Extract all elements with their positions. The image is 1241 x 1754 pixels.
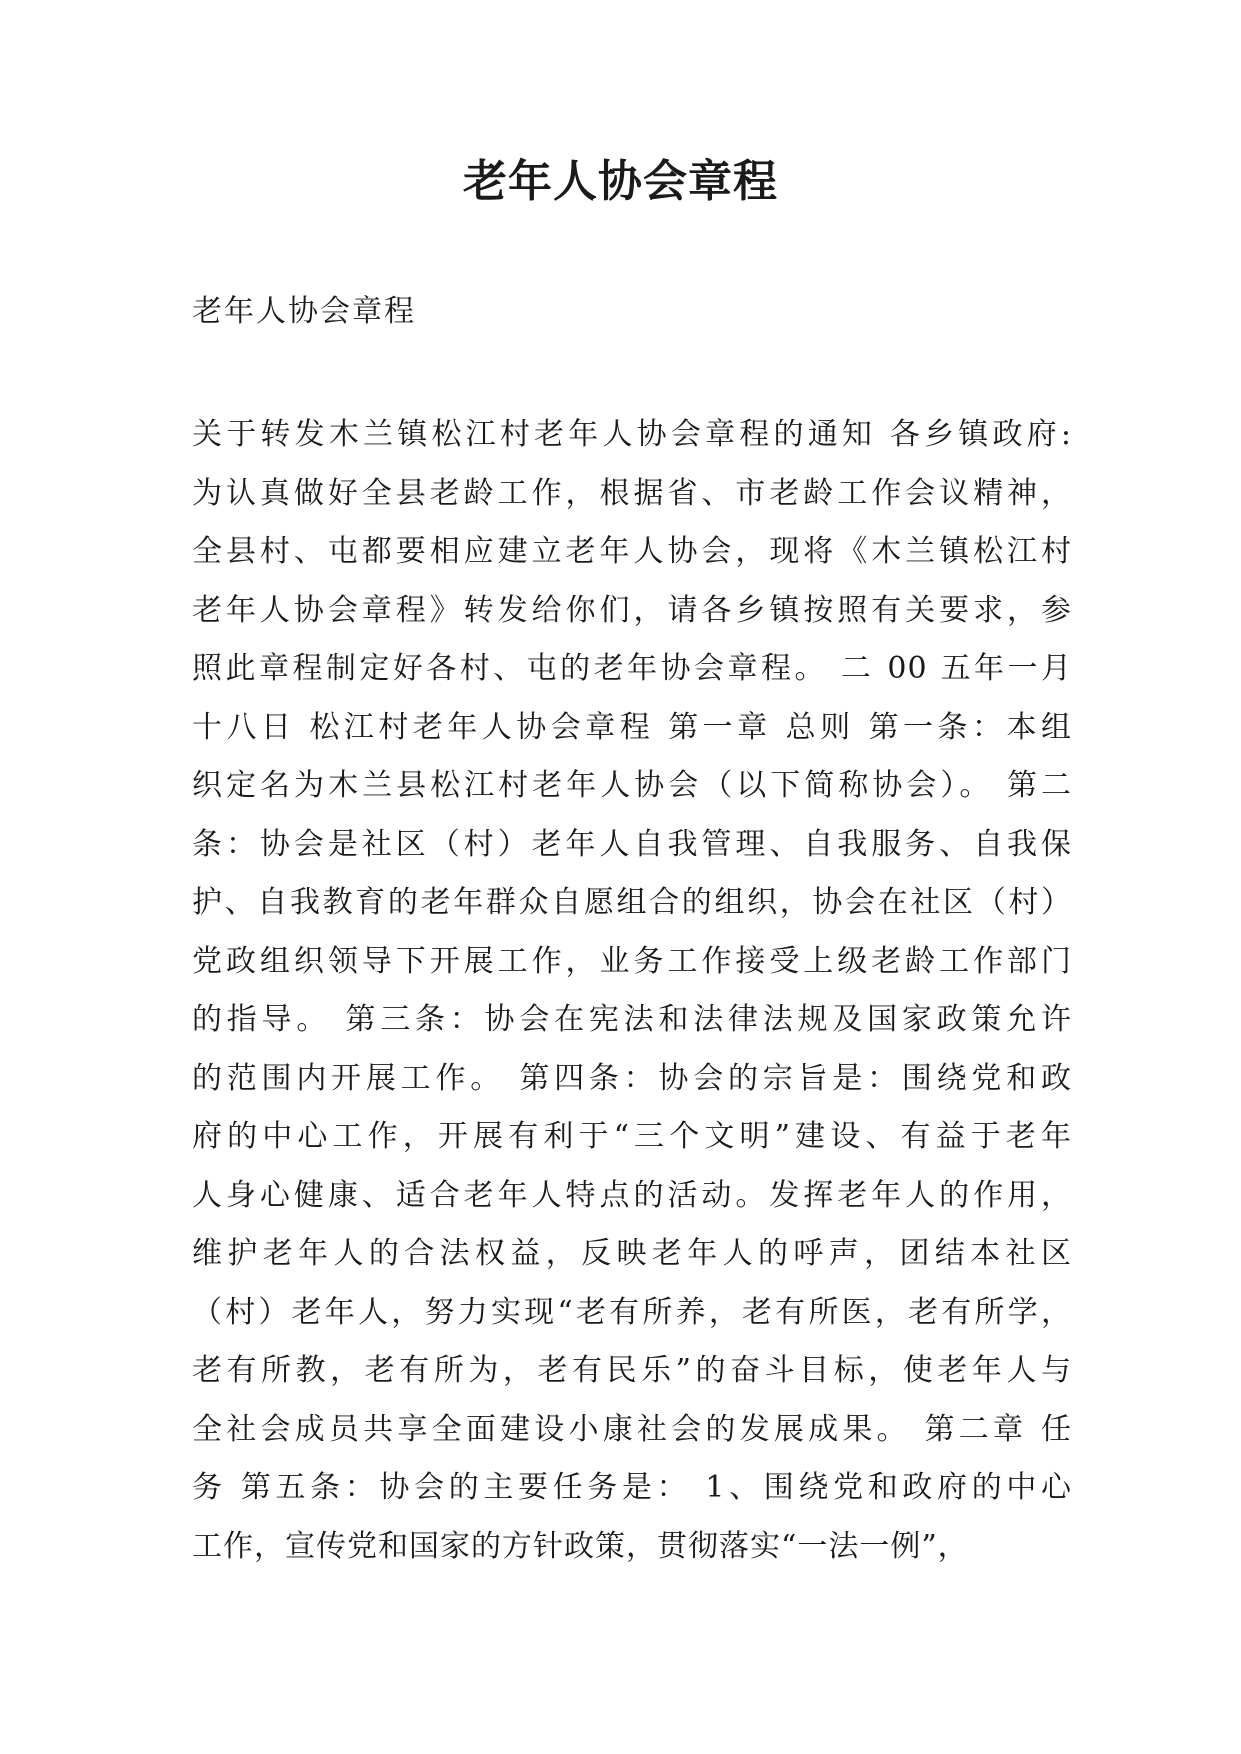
body-line: 务 第五条：协会的主要任务是： 1、围绕党和政府的中心 <box>192 1470 1072 1505</box>
body-line: 府的中心工作，开展有利于“三个文明”建设、有益于老年 <box>192 1119 1072 1154</box>
body-line: 老年人协会章程》转发给你们，请各乡镇按照有关要求，参 <box>192 592 1072 628</box>
body-line: 的范围内开展工作。 第四条：协会的宗旨是：围绕党和政 <box>192 1060 1072 1096</box>
body-line: 全县村、屯都要相应建立老年人协会，现将《木兰镇松江村 <box>192 534 1072 569</box>
document-subtitle: 老年人协会章程 <box>192 294 416 329</box>
body-line: 关于转发木兰镇松江村老年人协会章程的通知 各乡镇政府: <box>192 417 1072 452</box>
body-line: 老有所教，老有所为，老有民乐”的奋斗目标，使老年人与 <box>192 1353 1072 1388</box>
document-title: 老年人协会章程 <box>463 156 778 207</box>
body-line: 护、自我教育的老年群众自愿组合的组织，协会在社区（村） <box>192 885 1072 920</box>
body-line: 全社会成员共享全面建设小康社会的发展成果。 第二章 任 <box>192 1411 1072 1447</box>
body-line: 维护老年人的合法权益，反映老年人的呼声，团结本社区 <box>192 1236 1072 1271</box>
body-line: 工作，宣传党和国家的方针政策，贯彻落实“一法一例”， <box>192 1528 969 1564</box>
document-body <box>192 406 1072 1576</box>
body-line: （村）老年人，努力实现“老有所养，老有所医，老有所学， <box>192 1294 1072 1330</box>
body-line: 的指导。 第三条：协会在宪法和法律法规及国家政策允许 <box>192 1002 1072 1037</box>
body-line: 党政组织领导下开展工作，业务工作接受上级老龄工作部门 <box>192 943 1072 979</box>
body-line: 十八日 松江村老年人协会章程 第一章 总则 第一条：本组 <box>192 709 1072 745</box>
body-line: 照此章程制定好各村、屯的老年协会章程。 二 00 五年一月 <box>192 651 1072 686</box>
body-line: 为认真做好全县老龄工作，根据省、市老龄工作会议精神， <box>192 475 1072 511</box>
body-line: 织定名为木兰县松江村老年人协会（以下简称协会）。 第二 <box>192 768 1072 803</box>
body-line: 条：协会是社区（村）老年人自我管理、自我服务、自我保 <box>192 826 1072 862</box>
body-line: 人身心健康、适合老年人特点的活动。发挥老年人的作用， <box>192 1177 1072 1213</box>
